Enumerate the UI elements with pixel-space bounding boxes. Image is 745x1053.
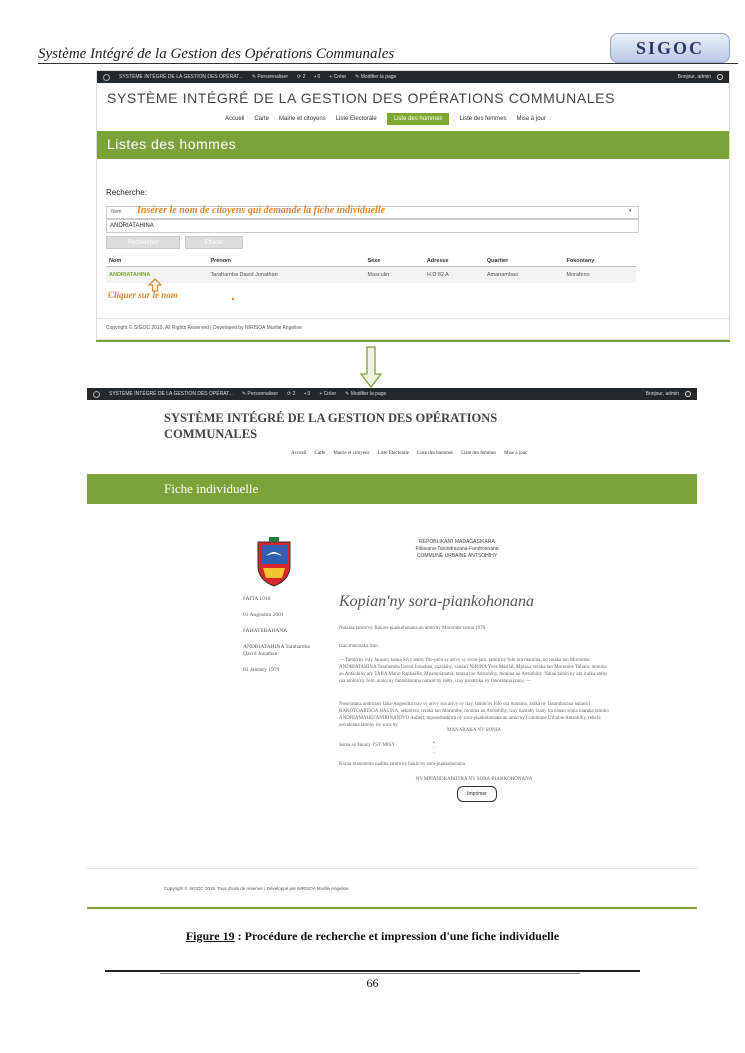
kopia-line: Kopia manontolo nadika tamin'ny bokin'ny sora-piankohonana.	[339, 762, 467, 767]
wp-edit-link[interactable]: ✎ Modifier la page	[345, 391, 387, 397]
nav-item-carte[interactable]: Carte	[314, 451, 326, 456]
col-fokontany: Fokontany	[564, 256, 637, 267]
search-button[interactable]: Rechercher	[106, 236, 180, 249]
page-number: 66	[366, 976, 379, 990]
citizen-firstname: David Jonathan	[243, 651, 278, 657]
nav-item-liste-electorale[interactable]: Liste Electorale	[335, 116, 377, 122]
faita-number: FAITA 1016	[243, 596, 271, 602]
wp-site-link[interactable]: SYSTÈME INTÉGRÉ DE LA GESTION DES OPÉRAT...	[119, 74, 243, 80]
wp-customize-link[interactable]: ✎ Personnaliser	[251, 74, 288, 80]
green-divider	[96, 340, 730, 342]
wp-comments-link[interactable]: ▪ 0	[304, 391, 311, 397]
nav-item-liste-electorale[interactable]: Liste Electorale	[377, 451, 409, 456]
sonia-label: Sonia sy fakany TSY MISY	[339, 743, 396, 748]
col-adresse: Adresse	[424, 256, 484, 267]
nav-item-accueil[interactable]: Accueil	[291, 451, 307, 456]
arrow-down-icon	[360, 346, 382, 388]
figure-caption	[0, 929, 745, 944]
citizen-name-link[interactable]: ANDRIATAHINA	[109, 271, 151, 278]
footer-copyright: Copyright © SIGOC 2019. All Rights Reserved | Developed by NIRISOA Murille Angeline	[106, 325, 302, 331]
wp-updates-link[interactable]: ⟳ 2	[287, 391, 296, 397]
wordpress-icon[interactable]	[103, 74, 110, 81]
wp-new-link[interactable]: + Créer	[329, 74, 347, 80]
annotation-click-name: Cliquer sur le nom	[108, 290, 178, 300]
commune-emblem	[254, 536, 294, 588]
nav-item-accueil[interactable]: Accueil	[225, 116, 245, 122]
republic-header	[357, 539, 557, 560]
search-input-value: ANDRIATAHINA	[110, 223, 154, 229]
footer-rule-thin	[160, 973, 580, 974]
nav-item-liste-femmes[interactable]: Liste des femmes	[459, 116, 507, 122]
nav-item-liste-hommes[interactable]: Liste des hommes	[387, 113, 450, 125]
chevron-down-icon[interactable]: ▾	[629, 208, 632, 214]
birth-date: 01 Janoary 1979	[243, 667, 280, 673]
commune-name: COMMUNE URBAINE ANTSOHIHY	[416, 553, 498, 559]
screenshot-fiche-individuelle	[87, 388, 697, 906]
annotation-insert-name: Insérer le nom de citoyens qui demande la fiche individuelle	[137, 205, 386, 216]
print-button[interactable]: Imprimer	[457, 786, 497, 802]
annotation-dot	[232, 298, 234, 300]
citizen-surname: ANDRIATAHINA Tarahamba	[243, 644, 310, 650]
figure-caption-text: : Procédure de recherche et impression d'une fiche individuelle	[234, 929, 560, 943]
cell-fokontany: Morafeno	[566, 271, 590, 278]
nav-item-mise-a-jour[interactable]: Mise à jour	[504, 451, 527, 456]
fiche-paragraph: Nalaina tamin'ny Bokim-piankohonana ao amin'ny Morombe taona 1979.	[339, 626, 487, 631]
cell-sexe: Masculin	[367, 271, 390, 278]
republic-name: REPOBLIKAN'I MADAGASIKARA	[419, 539, 495, 545]
nav-item-liste-hommes[interactable]: Liste des hommes	[417, 451, 454, 456]
figure-number: Figure 19	[185, 929, 235, 943]
nav-item-liste-femmes[interactable]: Liste des femmes	[461, 451, 497, 456]
wp-admin-bar	[97, 71, 729, 83]
search-field-selected: Nom	[111, 209, 122, 215]
wp-greeting[interactable]: Bonjour, admin	[677, 74, 711, 80]
footer-divider	[97, 318, 729, 319]
nav-item-mairie[interactable]: Mairie et citoyens	[333, 451, 370, 456]
mpanao-sonia: NY MPIANDRAIKITRA NY SORA-PIANKOHONANA	[415, 777, 533, 782]
main-nav	[291, 451, 527, 456]
kopia-title: Kopian'ny sora-piankohonana	[339, 593, 534, 610]
results-table	[106, 256, 636, 283]
nav-item-carte[interactable]: Carte	[254, 116, 270, 122]
wp-comments-link[interactable]: ▪ 0	[314, 74, 321, 80]
wp-site-link[interactable]: SYSTÈME INTÉGRÉ DE LA GESTION DES OPÉRAT...	[109, 391, 233, 397]
site-title[interactable]: SYSTÈME INTÉGRÉ DE LA GESTION DES OPÉRATIONS COMMUNALES	[107, 90, 616, 106]
search-icon[interactable]	[685, 391, 691, 397]
clear-button[interactable]: Effacer	[185, 236, 243, 249]
cell-quartier: Amanambao	[486, 271, 519, 278]
page-header-title: Système Intégré de la Gestion des Opérations Communales	[38, 46, 395, 62]
page-header-rule	[38, 63, 738, 64]
col-sexe: Sexe	[364, 256, 423, 267]
search-label: Recherche:	[106, 188, 147, 197]
table-row	[106, 267, 636, 283]
footer-rule	[105, 970, 640, 972]
fiche-paragraph: Izao manaraka izao.	[339, 644, 380, 649]
wp-admin-bar	[87, 388, 697, 400]
fahaterahana-label: FAHATERAHANA	[243, 628, 288, 634]
site-title[interactable]: SYSTÈME INTÉGRÉ DE LA GESTION DES OPÉRATIONS COMMUNALES	[164, 411, 498, 441]
cell-adresse: H.D 82 A	[426, 271, 449, 278]
wp-updates-link[interactable]: ⟳ 2	[297, 74, 306, 80]
nav-item-mise-a-jour[interactable]: Mise à jour	[516, 116, 546, 122]
cell-prenom: Tarahamba David Jonathan	[210, 271, 278, 278]
green-divider	[87, 907, 697, 909]
screenshot-search-list	[96, 70, 730, 340]
faita-date: 01 Aogositra 2001	[243, 612, 284, 618]
wp-greeting[interactable]: Bonjour, admin	[645, 391, 679, 397]
page-title: Listes des hommes	[107, 136, 237, 152]
col-nom: Nom	[106, 256, 207, 267]
fiche-paragraph: Nosoratana androany faha-Aogositra iray sy arivy roa arivy sy iray, tamin'ny folo ora maraina, araka ny fanambarana nataon'i RAKOTOARISOA HASINA, sekretera, teraka tao Morombe, monina ao Antsohihy, izay namaky izany ka nanao sonia niaraka tamiko ANDRIAMAHEFANIRINANIVO Aubert, mpiandraikitra ny sora-piankohonana ao amin'ny Commune Urbaine Antsohihy, rehefa novakiana taminy ity sora-ity.	[339, 702, 609, 728]
wp-edit-link[interactable]: ✎ Modifier la page	[355, 74, 397, 80]
page-title: Fiche individuelle	[164, 481, 259, 496]
nav-item-mairie[interactable]: Mairie et citoyens	[279, 116, 326, 122]
table-header-row	[106, 256, 636, 267]
sonia-bullets: • - -	[433, 740, 435, 756]
main-nav	[225, 113, 546, 125]
sigoc-logo: SIGOC	[610, 33, 730, 63]
fiche-left-column	[243, 596, 310, 674]
footer-divider	[87, 868, 697, 869]
manaraka-sonia: MANARAKA NY SONIA	[447, 728, 501, 733]
wordpress-icon[interactable]	[93, 391, 100, 398]
footer-copyright: Copyright © SIGOC 2019. Tous droits de réserver | Développé par NIRISOA Murille Angeline	[164, 886, 349, 891]
wp-new-link[interactable]: + Créer	[319, 391, 337, 397]
republic-motto: Fitiavana-Tanindrazana-Fandrosoana	[415, 546, 499, 552]
col-prenom: Prénom	[207, 256, 364, 267]
search-input[interactable]	[106, 219, 639, 233]
search-icon[interactable]	[717, 74, 723, 80]
fiche-paragraph: — Tamin'ny iray Janoary taona Sivy amby fito-polo sy arivy sy sivin-jato, tamin'ny folo ora maraina, no teraka tao Morombe : ANDRIATAHINA Tarahamba David Jonathan, zazalahy, zanak'i NIRINA Yves Martial, Mpiasa, teraka tao Morombe Toliara, monina ao Antsohihy ary TARA Marie Raphaëlle, Mpampianatra, teraka tao Antsohihy, monina ao Antsohihy. Natao tamin'ny ora iraika amby roa ambin'ny folo, araka ny fanambarana nataon'ny rainy, izay nanatrika ny fanoratana izany. —	[339, 658, 608, 684]
col-quartier: Quartier	[484, 256, 564, 267]
wp-customize-link[interactable]: ✎ Personnaliser	[241, 391, 278, 397]
